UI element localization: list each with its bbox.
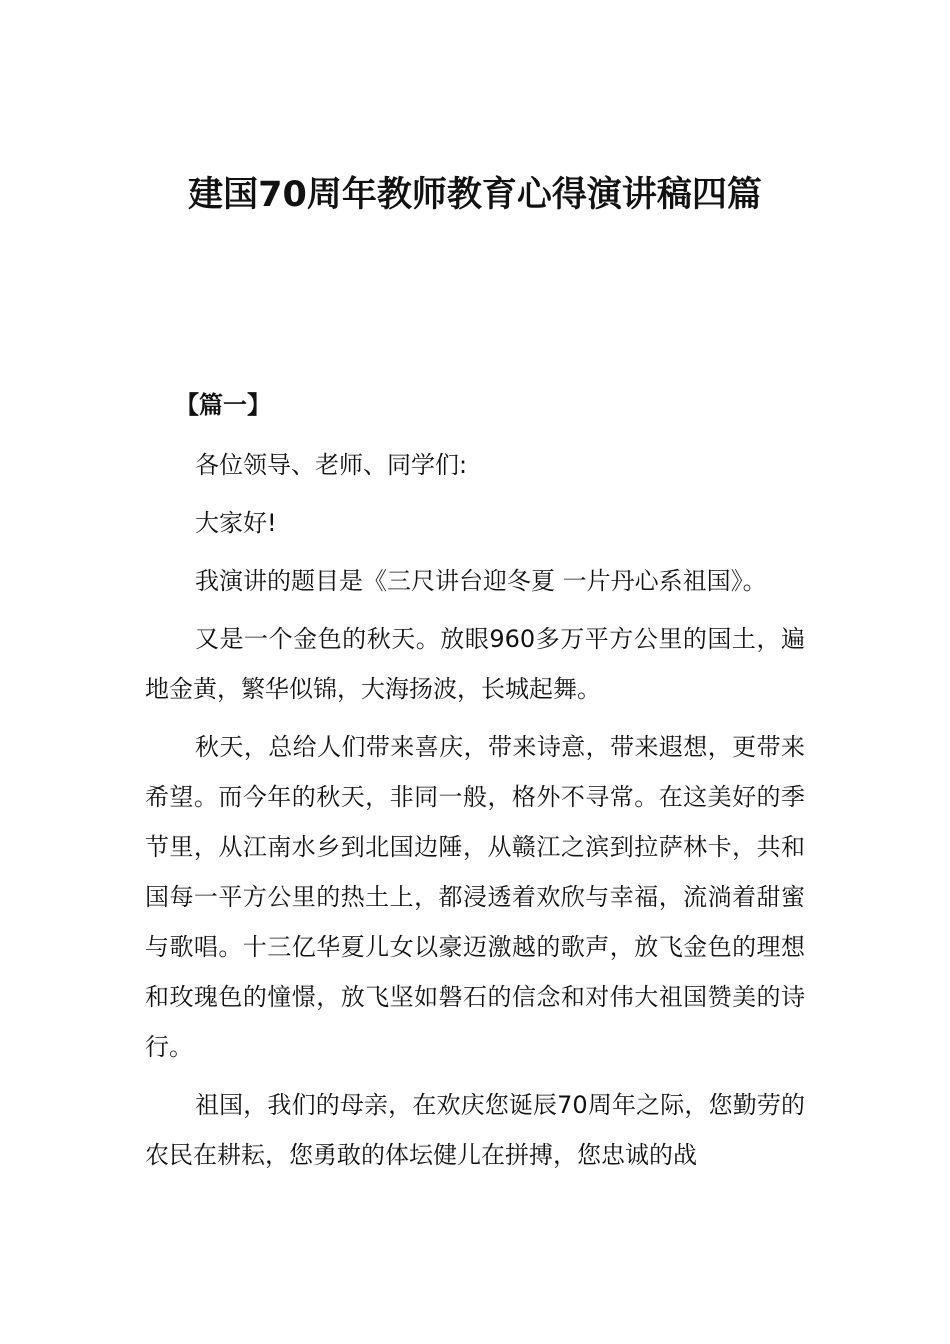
paragraph-golden-autumn: 又是一个金色的秋天。放眼960多万平方公里的国土，遍地金黄，繁华似锦，大海扬波，长城起舞。 bbox=[145, 625, 805, 703]
paragraph-speech-topic: 我演讲的题目是《三尺讲台迎冬夏 一片丹心系祖国》。 bbox=[195, 567, 767, 595]
paragraph-motherland: 祖国，我们的母亲，在欢庆您诞辰70周年之际，您勤劳的农民在耕耘，您勇敢的体坛健儿在拼搏，您忠诚的战 bbox=[145, 1091, 805, 1169]
paragraph-autumn-hope: 秋天，总给人们带来喜庆，带来诗意，带来遐想，更带来希望。而今年的秋天，非同一般，格外不寻常。在这美好的季节里，从江南水乡到北国边陲，从赣江之滨到拉萨林卡，共和国每一平方公里的热土上，都浸透着欢欣与幸福，流淌着甜蜜与歌唱。十三亿华夏儿女以豪迈激越的歌声，放飞金色的理想和玫瑰色的憧憬，放飞坚如磐石的信念和对伟大祖国赞美的诗行。 bbox=[145, 733, 805, 1061]
document-body bbox=[145, 382, 805, 1188]
paragraph-greeting: 各位领导、老师、同学们: bbox=[195, 451, 468, 479]
document-title: 建国70周年教师教育心得演讲稿四篇 bbox=[188, 175, 762, 215]
paragraph-hello: 大家好! bbox=[195, 509, 277, 537]
section-heading: 【篇一】 bbox=[175, 391, 271, 419]
